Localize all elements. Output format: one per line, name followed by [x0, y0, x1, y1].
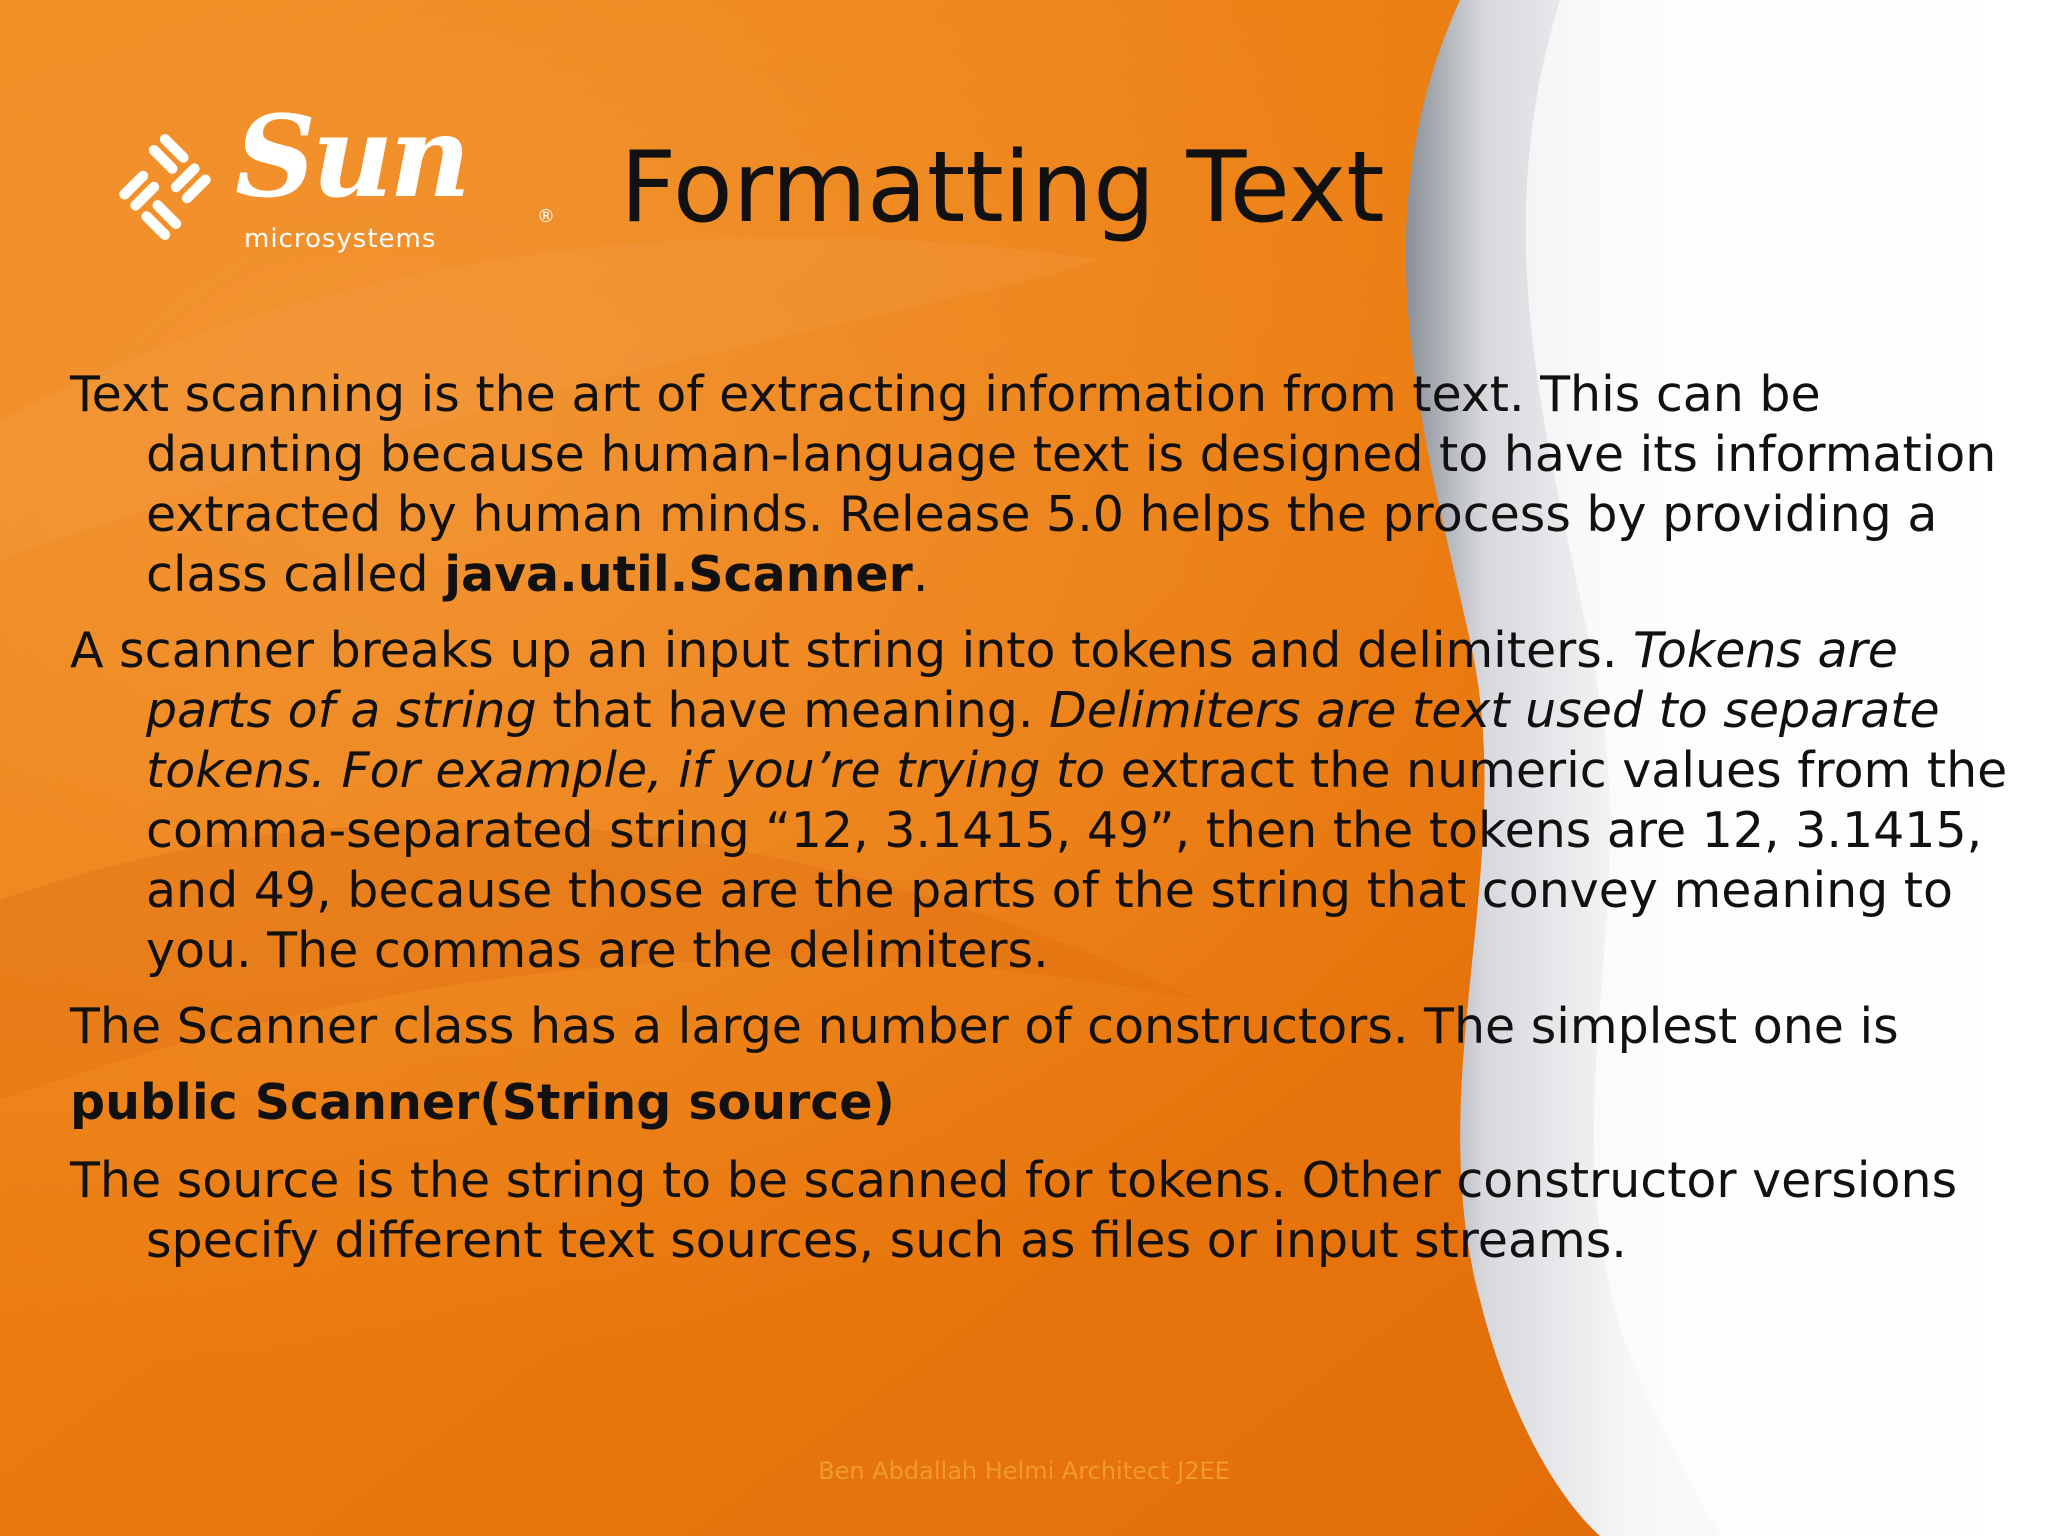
sun-logo-icon [100, 122, 230, 252]
constructor-signature: public Scanner(String source) [70, 1074, 895, 1131]
slide-body [70, 365, 2030, 1287]
footer-text: Ben Abdallah Helmi Architect J2EE [818, 1457, 1230, 1485]
sun-microsystems-logo [100, 92, 555, 270]
paragraph-text-scanning [70, 365, 2030, 605]
logo-registered-mark: ® [537, 206, 555, 227]
logo-wordmark: Sun [235, 92, 467, 223]
paragraph-scanner-tokens [70, 621, 2030, 981]
slide-title: Formatting Text [620, 131, 1385, 245]
paragraph-source: The source is the string to be scanned for tokens. Other constructor versions specify different text sources, such as files or input streams. [70, 1152, 1958, 1269]
italic-text: Delimiters are text used to separate tokens. For example, if you’re trying to [146, 682, 1940, 799]
paragraph-text: that have meaning. [536, 682, 1050, 739]
logo-tagline: microsystems [244, 224, 437, 254]
paragraph-text: Text scanning is the art of extracting information from text. This can be daunting because human-language text is designed to have its information extracted by human minds. Release 5.0 helps the process by providing a class called [70, 366, 1997, 603]
class-name-bold: java.util.Scanner [444, 546, 913, 603]
paragraph-end: . [912, 546, 929, 603]
paragraph-constructors: The Scanner class has a large number of constructors. The simplest one is [70, 998, 1899, 1055]
paragraph-text: A scanner breaks up an input string into tokens and delimiters. [70, 622, 1633, 679]
italic-text: Tokens are parts of a string [146, 622, 1898, 739]
paragraph-text: extract the numeric values from the comma-separated string “12, 3.1415, 49”, then the tokens are 12, 3.1415, and 49, because those are the parts of the string that convey meaning to you. The commas are the delimiters. [146, 742, 2008, 979]
